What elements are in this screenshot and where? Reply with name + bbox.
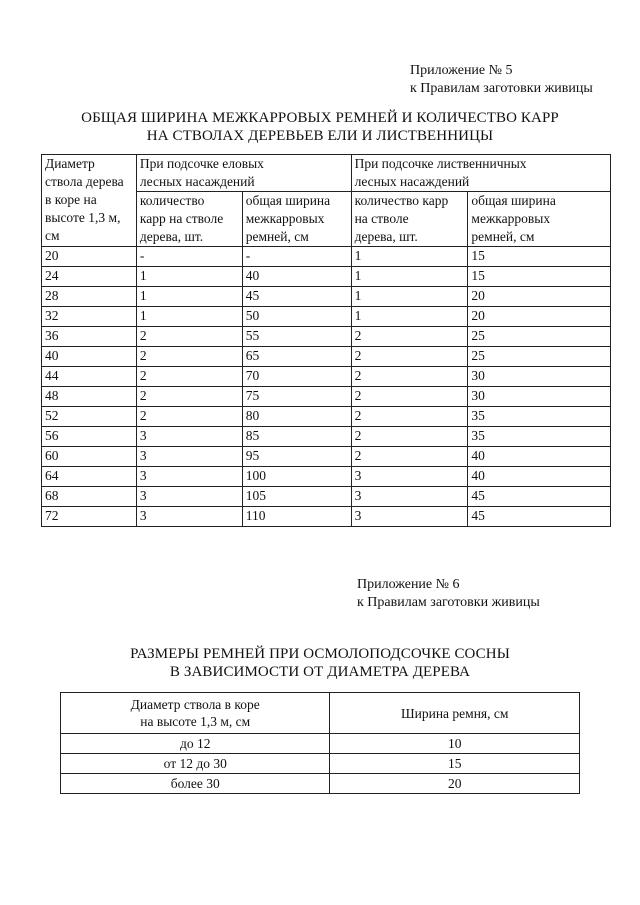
cell-spruce-width: 70 xyxy=(242,367,351,387)
table-row xyxy=(42,287,611,307)
header-diameter-line: см xyxy=(45,228,60,243)
cell-larch-width: 25 xyxy=(468,347,611,367)
header-line: Диаметр ствола в коре xyxy=(130,697,260,712)
appendix-5-title-line-1: ОБЩАЯ ШИРИНА МЕЖКАРРОВЫХ РЕМНЕЙ И КОЛИЧЕСТВО КАРР xyxy=(81,110,559,126)
cell-spruce-count: 1 xyxy=(136,287,242,307)
cell-larch-count: 2 xyxy=(351,407,468,427)
cell-diameter: 40 xyxy=(42,347,137,367)
appendix-6-reference xyxy=(357,576,540,612)
header-larch xyxy=(351,155,610,192)
appendix-6-title-line-2: В ЗАВИСИМОСТИ ОТ ДИАМЕТРА ДЕРЕВА xyxy=(169,664,471,680)
cell-larch-width: 25 xyxy=(468,327,611,347)
cell-spruce-count: 3 xyxy=(136,447,242,467)
cell-larch-width: 20 xyxy=(468,307,611,327)
spruce-larch-table xyxy=(41,154,611,527)
cell-diameter: 20 xyxy=(42,247,137,267)
appendix-5-reference xyxy=(410,62,593,98)
cell-spruce-width: 50 xyxy=(242,307,351,327)
pine-strip-table xyxy=(60,692,580,794)
table-row xyxy=(61,734,580,754)
cell-strip-width: 10 xyxy=(330,734,580,754)
cell-spruce-count: - xyxy=(136,247,242,267)
header-spruce-line: лесных насаждений xyxy=(139,174,255,189)
cell-spruce-count: 3 xyxy=(136,467,242,487)
header-spruce-count xyxy=(136,192,242,247)
appendix-6-title-line-1: РАЗМЕРЫ РЕМНЕЙ ПРИ ОСМОЛОПОДСОЧКЕ СОСНЫ xyxy=(130,646,510,662)
appendix-5-title xyxy=(0,109,640,145)
header-pine-diameter xyxy=(61,693,330,734)
cell-larch-width: 35 xyxy=(468,427,611,447)
cell-spruce-count: 2 xyxy=(136,387,242,407)
cell-larch-count: 3 xyxy=(351,467,468,487)
cell-spruce-width: 55 xyxy=(242,327,351,347)
cell-spruce-width: 75 xyxy=(242,387,351,407)
cell-larch-count: 1 xyxy=(351,287,468,307)
cell-larch-count: 2 xyxy=(351,347,468,367)
cell-larch-count: 1 xyxy=(351,267,468,287)
cell-spruce-width: 80 xyxy=(242,407,351,427)
appendix-6-title xyxy=(0,645,640,681)
appendix-5-rules: к Правилам заготовки живицы xyxy=(410,81,593,96)
table-row xyxy=(42,407,611,427)
cell-larch-count: 2 xyxy=(351,327,468,347)
header-line: межкарровых xyxy=(245,211,325,226)
cell-spruce-width: 95 xyxy=(242,447,351,467)
cell-spruce-count: 3 xyxy=(136,507,242,527)
header-diameter-line: высоте 1,3 м, xyxy=(45,210,121,225)
header-spruce-line: При подсочке еловых xyxy=(139,156,264,171)
cell-spruce-count: 2 xyxy=(136,407,242,427)
cell-larch-width: 45 xyxy=(468,487,611,507)
appendix-6-rules: к Правилам заготовки живицы xyxy=(357,595,540,610)
appendix-5-number: Приложение № 5 xyxy=(410,63,513,78)
header-line: карр на стволе xyxy=(139,211,224,226)
header-larch-line: При подсочке лиственничных xyxy=(354,156,527,171)
cell-diameter: 68 xyxy=(42,487,137,507)
header-strip-width: Ширина ремня, см xyxy=(330,693,580,734)
cell-larch-count: 2 xyxy=(351,427,468,447)
header-diameter-line: Диаметр xyxy=(45,156,95,171)
cell-spruce-count: 3 xyxy=(136,427,242,447)
cell-larch-width: 40 xyxy=(468,447,611,467)
cell-diameter: 64 xyxy=(42,467,137,487)
cell-diameter: 48 xyxy=(42,387,137,407)
table-row xyxy=(42,487,611,507)
table-row xyxy=(42,467,611,487)
cell-larch-width: 20 xyxy=(468,287,611,307)
cell-spruce-count: 2 xyxy=(136,347,242,367)
cell-diameter: 56 xyxy=(42,427,137,447)
table-row xyxy=(42,327,611,347)
cell-spruce-count: 1 xyxy=(136,267,242,287)
header-larch-count xyxy=(351,192,468,247)
header-line: дерева, шт. xyxy=(354,229,418,244)
table-row xyxy=(42,267,611,287)
cell-spruce-count: 1 xyxy=(136,307,242,327)
cell-larch-count: 2 xyxy=(351,387,468,407)
cell-spruce-width: 85 xyxy=(242,427,351,447)
cell-pine-diameter: более 30 xyxy=(61,774,330,794)
cell-larch-width: 15 xyxy=(468,267,611,287)
cell-diameter: 24 xyxy=(42,267,137,287)
table-row xyxy=(61,774,580,794)
header-line: количество карр xyxy=(354,193,449,208)
cell-spruce-width: 40 xyxy=(242,267,351,287)
header-line: межкарровых xyxy=(471,211,551,226)
cell-pine-diameter: до 12 xyxy=(61,734,330,754)
table-row xyxy=(42,387,611,407)
header-spruce xyxy=(136,155,351,192)
cell-spruce-count: 2 xyxy=(136,367,242,387)
cell-diameter: 52 xyxy=(42,407,137,427)
cell-spruce-width: 65 xyxy=(242,347,351,367)
header-line: общая ширина xyxy=(471,193,556,208)
cell-larch-count: 3 xyxy=(351,487,468,507)
cell-spruce-width: 110 xyxy=(242,507,351,527)
cell-larch-width: 45 xyxy=(468,507,611,527)
header-line: ремней, см xyxy=(471,229,535,244)
table-row xyxy=(42,347,611,367)
header-line: дерева, шт. xyxy=(139,229,204,244)
pine-strip-table-body xyxy=(61,734,580,794)
table-row xyxy=(42,247,611,267)
cell-diameter: 72 xyxy=(42,507,137,527)
appendix-6-number: Приложение № 6 xyxy=(357,577,460,592)
cell-larch-count: 1 xyxy=(351,307,468,327)
cell-diameter: 32 xyxy=(42,307,137,327)
cell-larch-count: 1 xyxy=(351,247,468,267)
cell-diameter: 44 xyxy=(42,367,137,387)
cell-larch-width: 15 xyxy=(468,247,611,267)
header-larch-width xyxy=(468,192,611,247)
cell-spruce-width: 100 xyxy=(242,467,351,487)
header-diameter-line: в коре на xyxy=(45,192,97,207)
cell-diameter: 36 xyxy=(42,327,137,347)
cell-spruce-count: 3 xyxy=(136,487,242,507)
cell-diameter: 60 xyxy=(42,447,137,467)
table-row xyxy=(42,447,611,467)
table-row xyxy=(42,307,611,327)
header-spruce-width xyxy=(242,192,351,247)
cell-spruce-width: 105 xyxy=(242,487,351,507)
appendix-5-title-line-2: НА СТВОЛАХ ДЕРЕВЬЕВ ЕЛИ И ЛИСТВЕННИЦЫ xyxy=(146,128,494,144)
header-line: общая ширина xyxy=(245,193,331,208)
cell-larch-width: 40 xyxy=(468,467,611,487)
cell-pine-diameter: от 12 до 30 xyxy=(61,754,330,774)
table-row xyxy=(61,754,580,774)
header-diameter xyxy=(42,155,137,247)
header-line: на высоте 1,3 м, см xyxy=(140,714,251,729)
cell-spruce-count: 2 xyxy=(136,327,242,347)
table-row xyxy=(42,507,611,527)
cell-spruce-width: 45 xyxy=(242,287,351,307)
cell-diameter: 28 xyxy=(42,287,137,307)
header-line: на стволе xyxy=(354,211,409,226)
cell-larch-width: 35 xyxy=(468,407,611,427)
spruce-larch-table-body xyxy=(42,247,611,527)
cell-larch-count: 2 xyxy=(351,447,468,467)
header-line: количество xyxy=(139,193,205,208)
cell-spruce-width: - xyxy=(242,247,351,267)
cell-larch-width: 30 xyxy=(468,387,611,407)
cell-larch-count: 2 xyxy=(351,367,468,387)
cell-larch-count: 3 xyxy=(351,507,468,527)
table-row xyxy=(42,367,611,387)
header-diameter-line: ствола дерева xyxy=(45,174,124,189)
cell-strip-width: 15 xyxy=(330,754,580,774)
header-larch-line: лесных насаждений xyxy=(354,174,470,189)
table-row xyxy=(42,427,611,447)
cell-larch-width: 30 xyxy=(468,367,611,387)
cell-strip-width: 20 xyxy=(330,774,580,794)
header-line: ремней, см xyxy=(245,229,309,244)
